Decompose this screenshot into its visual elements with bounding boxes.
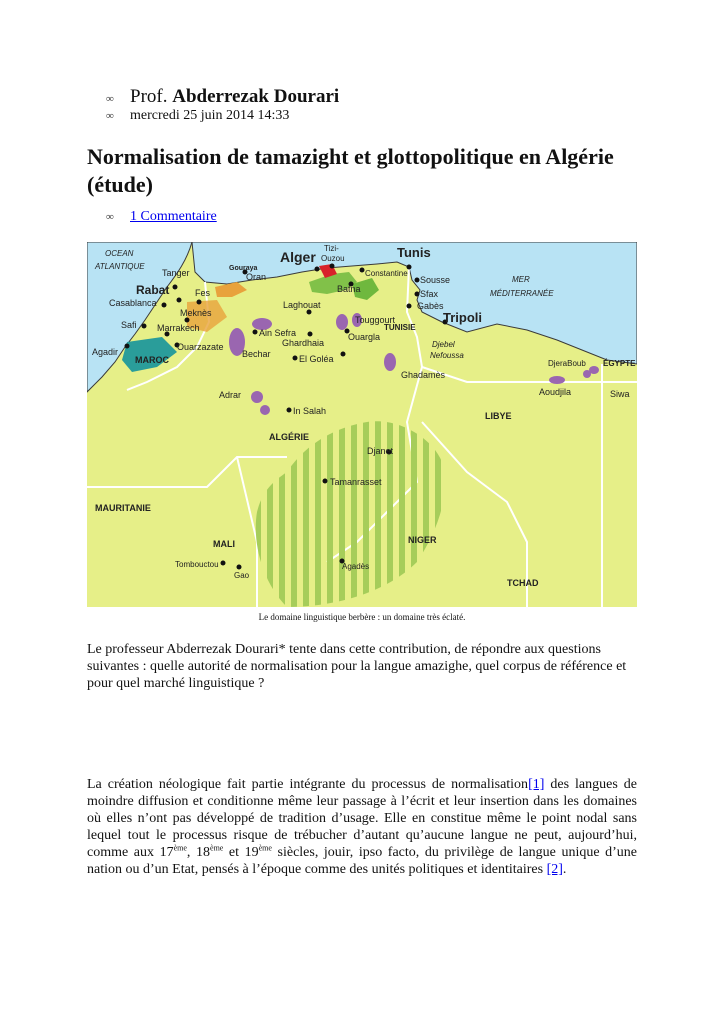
label-fes: Fes bbox=[195, 288, 211, 298]
body-text-6: . bbox=[562, 862, 567, 877]
body-text-2: des langues de moindre diffusion et conditionne même leur passage à l’écrit et leur insertion dans les domaines où elles n’ont pas développé de tradition d’usage. Elle en constitue même le point nodal sans lequel tout le processus risque de trébucher d’autant qu’aucune langue ne peut, aujourd’hui, comme aux 17 bbox=[87, 777, 637, 860]
superscript-2: ème bbox=[210, 843, 224, 853]
label-mali: MALI bbox=[213, 539, 235, 549]
bullet-icon: ∞ bbox=[106, 110, 114, 122]
label-safi: Safi bbox=[121, 320, 137, 330]
body-text-5: siècles, jouir, ipso facto, du privilège de langue unique d’une nation ou d’un Etat, pensés à l’époque comme des unités politiques et identitaires bbox=[87, 845, 638, 877]
label-egypte: ÉGYPTE bbox=[603, 359, 636, 368]
superscript-3: ème bbox=[258, 843, 272, 853]
label-in-salah: In Salah bbox=[293, 406, 327, 416]
label-algerie: ALGÉRIE bbox=[269, 432, 310, 442]
label-libye: LIBYE bbox=[485, 411, 512, 421]
label-ouarzazate: Ouarzazate bbox=[177, 342, 224, 352]
label-agades: Agadès bbox=[342, 562, 370, 571]
label-meknes: Meknès bbox=[180, 308, 212, 318]
label-el-golea: El Goléa bbox=[299, 354, 334, 364]
label-mer: MER bbox=[512, 275, 530, 284]
label-tchad: TCHAD bbox=[507, 578, 539, 588]
publish-date: mercredi 25 juin 2014 14:33 bbox=[130, 108, 290, 123]
label-casablanca: Casablanca bbox=[109, 298, 157, 308]
footnote-link-2[interactable]: [2] bbox=[546, 862, 563, 877]
label-mediterranee: MÉDITERRANÉE bbox=[490, 289, 554, 298]
intro-paragraph: Le professeur Abderrezak Dourari* tente dans cette contribution, de répondre aux questions suivantes : quelle autorité de normalisation pour la langue amazighe, quel corpus de référence et pour quel marché linguistique ? bbox=[87, 642, 627, 691]
label-gao: Gao bbox=[234, 571, 250, 580]
body-text-1: La création néologique fait partie intégrante du processus de normalisation bbox=[87, 777, 529, 792]
label-maroc: MAROC bbox=[135, 355, 169, 365]
label-alger: Alger bbox=[280, 249, 316, 265]
label-ouargla: Ouargla bbox=[348, 332, 381, 342]
label-gabes: Gabès bbox=[417, 301, 444, 311]
label-tanger: Tanger bbox=[162, 268, 190, 278]
label-niger: NIGER bbox=[408, 535, 437, 545]
label-rabat: Rabat bbox=[136, 283, 170, 297]
label-aoudjila: Aoudjila bbox=[539, 387, 572, 397]
label-laghouat: Laghouat bbox=[283, 300, 321, 310]
author-line bbox=[106, 86, 339, 108]
label-bechar: Bechar bbox=[242, 349, 271, 359]
label-tripoli: Tripoli bbox=[443, 310, 482, 325]
body-text-3: , 18 bbox=[186, 845, 211, 860]
label-adrar: Adrar bbox=[219, 390, 242, 400]
label-sousse: Sousse bbox=[420, 275, 451, 285]
label-tizi: Tizi- bbox=[324, 244, 339, 253]
body-paragraph bbox=[87, 776, 637, 878]
map-caption: Le domaine linguistique berbère : un domaine très éclaté. bbox=[258, 612, 466, 622]
footnote-link-1[interactable]: [1] bbox=[528, 777, 545, 792]
body-text-4: et 19 bbox=[223, 845, 259, 860]
label-djanet: Djanet bbox=[367, 446, 394, 456]
label-marrakech: Marrakech bbox=[157, 323, 200, 333]
label-ouzou: Ouzou bbox=[321, 254, 345, 263]
label-ghadames: Ghadamès bbox=[401, 370, 446, 380]
label-tunisie: TUNISIE bbox=[384, 323, 416, 332]
label-siwa: Siwa bbox=[610, 389, 630, 399]
comments-link[interactable]: 1 Commentaire bbox=[130, 209, 217, 224]
label-ocean: OCEAN bbox=[105, 249, 134, 258]
label-sfax: Sfax bbox=[420, 289, 439, 299]
label-batna: Batna bbox=[337, 284, 361, 294]
label-tamanrasset: Tamanrasset bbox=[330, 477, 382, 487]
berber-language-map bbox=[87, 242, 637, 607]
bullet-icon: ∞ bbox=[106, 93, 114, 105]
author-prefix: Prof. bbox=[130, 86, 168, 107]
label-tombouctou: Tombouctou bbox=[175, 560, 219, 569]
label-constantine: Constantine bbox=[365, 269, 408, 278]
label-djeraboub: DjeraBoub bbox=[548, 359, 586, 368]
label-mauritanie: MAURITANIE bbox=[95, 503, 151, 513]
label-tunis: Tunis bbox=[397, 245, 431, 260]
date-line bbox=[106, 108, 289, 124]
label-oran: Oran bbox=[246, 272, 267, 282]
label-djebel: Djebel bbox=[432, 340, 455, 349]
comments-line bbox=[106, 209, 217, 225]
label-touggourt: Touggourt bbox=[355, 315, 396, 325]
label-atlantique: ATLANTIQUE bbox=[95, 262, 145, 271]
bullet-icon: ∞ bbox=[106, 211, 114, 223]
label-ghardhaia: Ghardhaia bbox=[282, 338, 325, 348]
author-name: Abderrezak Dourari bbox=[172, 86, 340, 107]
article-title: Normalisation de tamazight et glottopolitique en Algérie (étude) bbox=[87, 144, 614, 197]
superscript-1: ème bbox=[173, 843, 187, 853]
label-ain-sefra: Ain Sefra bbox=[259, 328, 297, 338]
label-gouraya: Gouraya bbox=[229, 265, 258, 272]
label-agadir: Agadir bbox=[92, 347, 119, 357]
label-nefoussa: Nefoussa bbox=[430, 351, 464, 360]
